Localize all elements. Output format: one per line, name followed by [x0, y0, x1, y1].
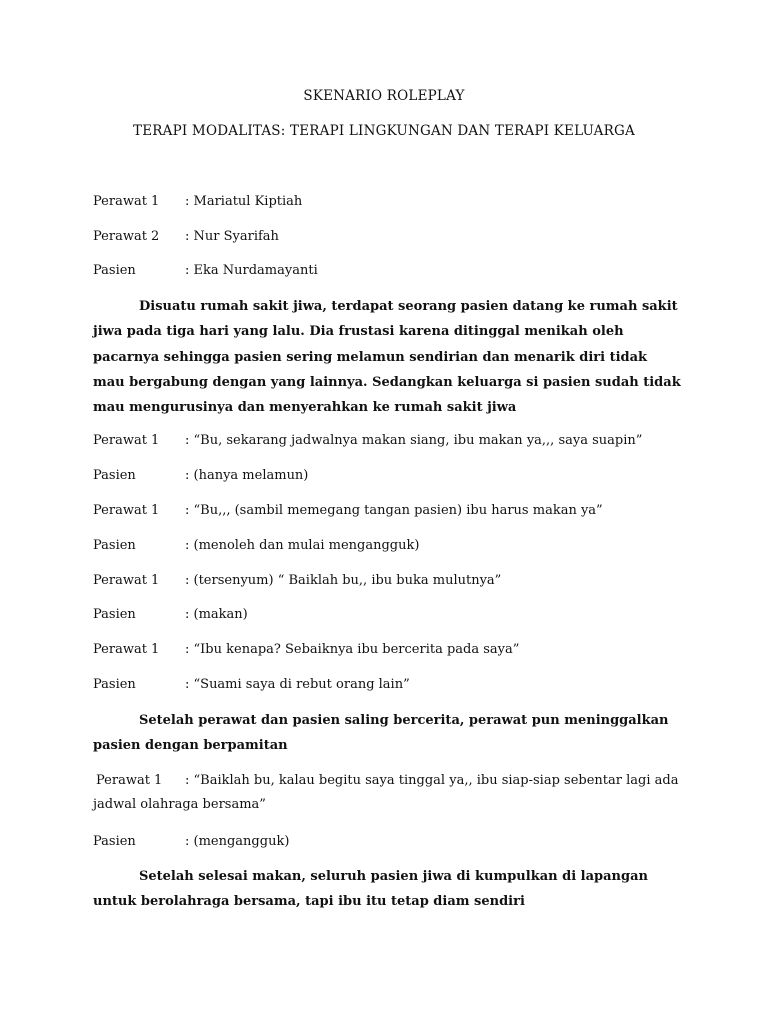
- dialogue-speaker: Pasien: [93, 677, 136, 692]
- dialogue-text: : “Bu, sekarang jadwalnya makan siang, ibu makan ya,,, saya suapin”: [185, 433, 643, 448]
- dialogue-speaker: Perawat 1: [96, 773, 163, 788]
- dialogue-speaker: Perawat 1: [93, 433, 160, 448]
- cast-name: : Mariatul Kiptiah: [185, 194, 303, 209]
- dialogue-row: [93, 502, 693, 520]
- cast-row: [93, 228, 693, 246]
- dialogue-speaker: Pasien: [93, 834, 136, 849]
- dialogue-text: : (hanya melamun): [185, 468, 309, 483]
- dialogue-row: [93, 641, 693, 659]
- narration-paragraph: Disuatu rumah sakit jiwa, terdapat seorang pasien datang ke rumah sakit jiwa pada tiga hari yang lalu. Dia frustasi karena ditinggal menikah oleh pacarnya sehingga pasien sering melamun sendirian dan menarik diri tidak mau bergabung dengan yang lainnya. Sedangkan keluarga si pasien sudah tidak mau mengurusinya dan menyerahkan ke rumah sakit jiwa: [93, 299, 681, 416]
- cast-row: [93, 262, 693, 280]
- dialogue-text: : “Suami saya di rebut orang lain”: [185, 677, 410, 692]
- dialogue-row: [93, 606, 693, 624]
- dialogue-text: : “Baiklah bu, kalau begitu saya tinggal ya,, ibu siap-siap sebentar lagi ada: [185, 773, 679, 788]
- document-subtitle: TERAPI MODALITAS: TERAPI LINGKUNGAN DAN TERAPI KELUARGA: [133, 123, 635, 139]
- dialogue-text: : (tersenyum) “ Baiklah bu,, ibu buka mulutnya”: [185, 573, 502, 588]
- dialogue-text: : “Bu,,, (sambil memegang tangan pasien) ibu harus makan ya”: [185, 503, 603, 518]
- cast-role: Perawat 1: [93, 194, 160, 209]
- cast-role: Perawat 2: [93, 229, 160, 244]
- dialogue-row: [93, 537, 693, 555]
- dialogue-text: : (menoleh dan mulai mengangguk): [185, 538, 420, 553]
- dialogue-continuation: jadwal olahraga bersama”: [93, 797, 266, 812]
- narration-paragraph: Setelah selesai makan, seluruh pasien jiwa di kumpulkan di lapangan untuk berolahraga bersama, tapi ibu itu tetap diam sendiri: [93, 869, 648, 910]
- document-title: SKENARIO ROLEPLAY: [303, 88, 465, 104]
- dialogue-speaker: Perawat 1: [93, 642, 160, 657]
- dialogue-row: [93, 467, 693, 485]
- dialogue-row: [93, 572, 693, 590]
- dialogue-speaker: Pasien: [93, 607, 136, 622]
- dialogue-text: : (mengangguk): [185, 834, 290, 849]
- dialogue-row: [93, 833, 693, 851]
- cast-role: Pasien: [93, 263, 136, 278]
- dialogue-speaker: Pasien: [93, 468, 136, 483]
- dialogue-row: [93, 676, 693, 694]
- dialogue-text: : (makan): [185, 607, 248, 622]
- narration-paragraph: Setelah perawat dan pasien saling bercerita, perawat pun meninggalkan pasien dengan berpamitan: [93, 713, 669, 754]
- cast-name: : Nur Syarifah: [185, 229, 279, 244]
- dialogue-row: [93, 432, 693, 450]
- cast-name: : Eka Nurdamayanti: [185, 263, 318, 278]
- dialogue-text: : “Ibu kenapa? Sebaiknya ibu bercerita pada saya”: [185, 642, 520, 657]
- dialogue-speaker: Pasien: [93, 538, 136, 553]
- dialogue-speaker: Perawat 1: [93, 503, 160, 518]
- dialogue-row: [96, 772, 696, 790]
- cast-row: [93, 193, 693, 211]
- dialogue-speaker: Perawat 1: [93, 573, 160, 588]
